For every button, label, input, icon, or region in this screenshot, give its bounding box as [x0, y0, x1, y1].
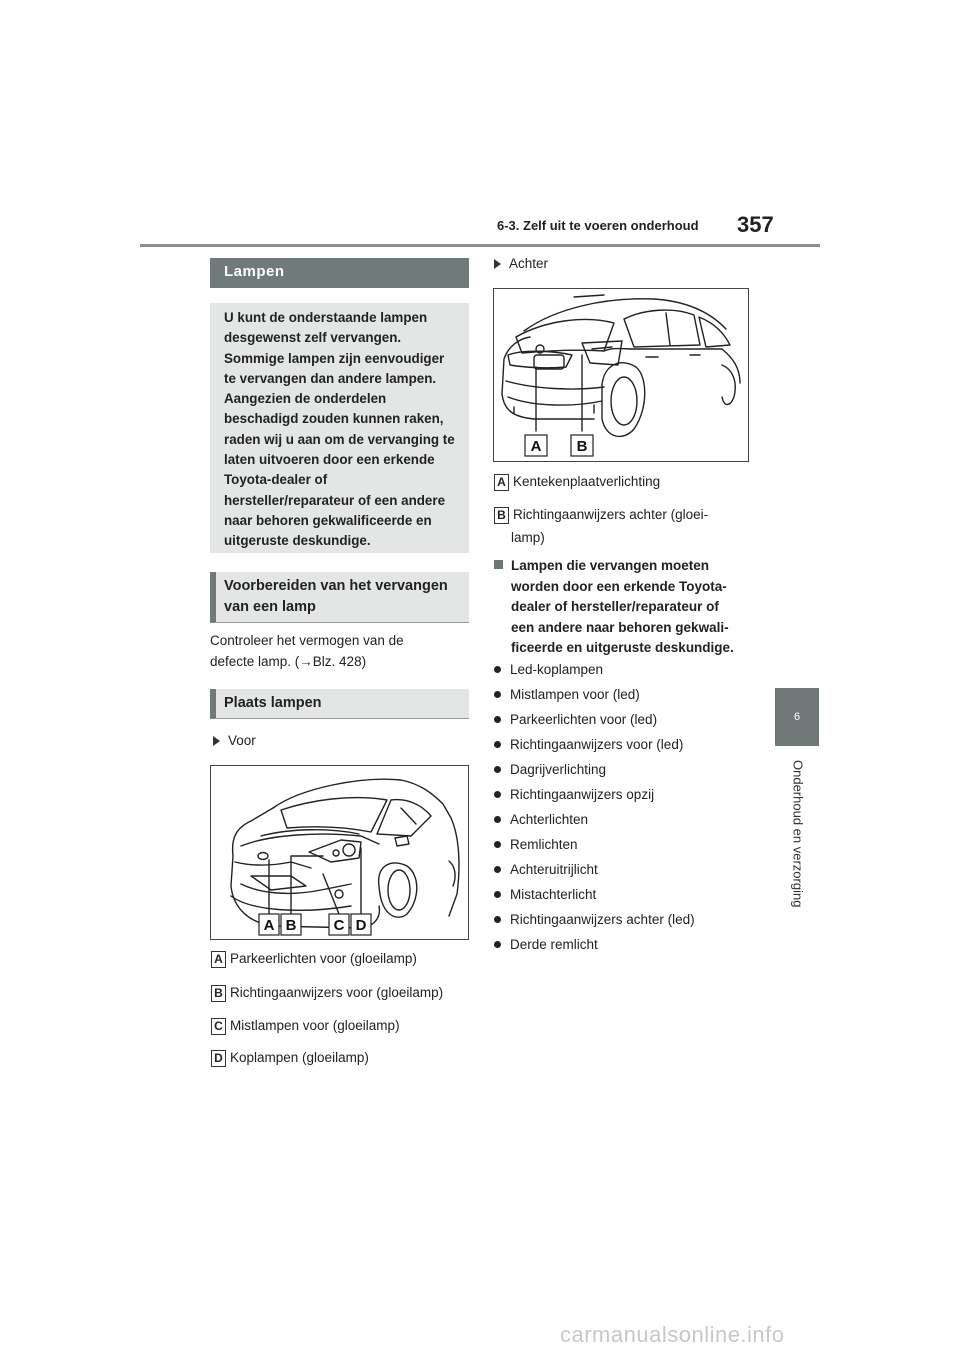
lampen-box-text: U kunt de onderstaande lampen desgewenst zelf vervangen. Sommige lampen zijn eenvoudiger te vervangen dan andere lampen. Aangezien de onderdelen beschadigd zouden kunnen raken, raden wij u aan om de vervanging te laten uitvoeren door een erkende Toyota-dealer of hersteller/reparateur of een andere naar behoren gekwalificeerde en uitgeruste deskundige.	[224, 310, 455, 549]
front-legend-c	[211, 1018, 400, 1035]
legend-text: Parkeerlichten voor (gloeilamp)	[230, 951, 417, 967]
prep-text-line2: defecte lamp. (→Blz. 428)	[210, 654, 367, 669]
callout-d: D	[355, 917, 367, 934]
bullet-icon	[494, 816, 501, 823]
location-heading-text: Plaats lampen	[224, 695, 322, 711]
bullet-icon	[494, 791, 501, 798]
rear-label-text: Achter	[509, 256, 549, 271]
prep-text	[210, 630, 470, 672]
legend-text: Koplampen (gloeilamp)	[230, 1050, 369, 1066]
bullet-icon	[494, 691, 501, 698]
list-item	[494, 687, 764, 712]
front-car-figure	[210, 765, 469, 940]
lampen-box-title-text: Lampen	[224, 263, 285, 280]
legend-text: Richtingaanwijzers achter (gloei-	[513, 507, 709, 523]
list-item	[494, 712, 764, 737]
bullet-icon	[494, 866, 501, 873]
list-item	[494, 862, 764, 887]
front-legend-d	[211, 1050, 369, 1067]
callout-c: C	[333, 917, 345, 934]
list-item-text: Achterlichten	[510, 812, 589, 827]
list-item-text: Mistachterlicht	[510, 887, 597, 902]
list-item-text: Mistlampen voor (led)	[510, 687, 640, 702]
dealer-heading-line: worden door een erkende Toyota-	[511, 578, 727, 594]
list-item	[494, 812, 764, 837]
callout-a: A	[263, 917, 275, 934]
front-label	[213, 733, 256, 748]
list-item-text: Richtingaanwijzers opzij	[510, 787, 655, 802]
dealer-list	[494, 662, 764, 962]
list-item	[494, 737, 764, 762]
callout-b: B	[285, 917, 297, 934]
prep-heading-text: Voorbereiden van het vervangen van een lamp	[224, 578, 448, 615]
rear-legend-b	[494, 507, 708, 524]
front-legend-a	[211, 951, 417, 968]
bullet-icon	[494, 666, 501, 673]
arrow-icon	[494, 259, 501, 269]
legend-key: B	[211, 985, 226, 1002]
square-icon	[494, 560, 503, 569]
dealer-heading-line: ficeerde en uitgeruste deskundige.	[511, 640, 734, 655]
bullet-icon	[494, 891, 501, 898]
front-label-text: Voor	[228, 733, 256, 748]
list-item	[494, 662, 764, 687]
list-item-text: Derde remlicht	[510, 937, 598, 952]
rear-legend-a	[494, 474, 660, 491]
bullet-icon	[494, 941, 501, 948]
bullet-icon	[494, 716, 501, 723]
legend-text: Kentekenplaatverlichting	[513, 474, 661, 490]
chapter-label	[750, 760, 846, 910]
legend-key: D	[211, 1050, 226, 1067]
callout-b: B	[576, 438, 588, 455]
front-legend-b	[211, 985, 443, 1002]
dealer-heading-line: dealer of hersteller/reparateur of	[511, 599, 719, 614]
page-number: 357	[737, 212, 774, 237]
list-item	[494, 912, 764, 937]
list-item-text: Achteruitrijlicht	[510, 862, 598, 877]
legend-key: A	[494, 474, 509, 491]
legend-text: Richtingaanwijzers voor (gloeilamp)	[230, 985, 444, 1001]
prep-heading	[210, 572, 469, 623]
list-item	[494, 762, 764, 787]
list-item-text: Parkeerlichten voor (led)	[510, 712, 658, 727]
bullet-icon	[494, 766, 501, 773]
list-item-text: Led-koplampen	[510, 662, 604, 677]
list-item-text: Dagrijverlichting	[510, 762, 607, 777]
bullet-icon	[494, 916, 501, 923]
legend-key: A	[211, 951, 226, 968]
prep-text-line1: Controleer het vermogen van de	[210, 633, 404, 648]
list-item	[494, 887, 764, 912]
watermark[interactable]: carmanualsonline.info	[560, 1322, 785, 1347]
chapter-tab: 6	[775, 688, 819, 746]
legend-key: B	[494, 507, 509, 524]
legend-key: C	[211, 1018, 226, 1035]
bullet-icon	[494, 841, 501, 848]
rear-label	[494, 256, 548, 271]
list-item	[494, 837, 764, 862]
front-car-illustration	[211, 766, 468, 939]
bullet-icon	[494, 741, 501, 748]
legend-text: Mistlampen voor (gloeilamp)	[230, 1018, 400, 1034]
dealer-heading-line-text: Lampen die vervangen moeten	[511, 558, 710, 573]
list-item	[494, 937, 764, 962]
dealer-heading-line	[494, 556, 764, 577]
dealer-heading-line: een andere naar behoren gekwali-	[511, 619, 729, 635]
callout-a: A	[530, 438, 542, 455]
dealer-heading	[494, 556, 764, 659]
location-heading	[210, 689, 469, 719]
lampen-box-body	[210, 303, 469, 553]
rear-car-figure	[493, 288, 749, 462]
rear-car-illustration	[494, 289, 748, 461]
arrow-icon	[213, 736, 220, 746]
header-divider	[140, 244, 820, 247]
list-item	[494, 787, 764, 812]
chapter-label-text: Onderhoud en verzorging	[790, 760, 806, 908]
list-item-text: Richtingaanwijzers voor (led)	[510, 737, 684, 752]
rear-legend-b-cont: lamp)	[511, 530, 545, 545]
list-item-text: Richtingaanwijzers achter (led)	[510, 912, 695, 927]
lampen-box-title	[210, 258, 469, 288]
list-item-text: Remlichten	[510, 837, 578, 852]
section-title: 6-3. Zelf uit te voeren onderhoud	[497, 218, 699, 233]
